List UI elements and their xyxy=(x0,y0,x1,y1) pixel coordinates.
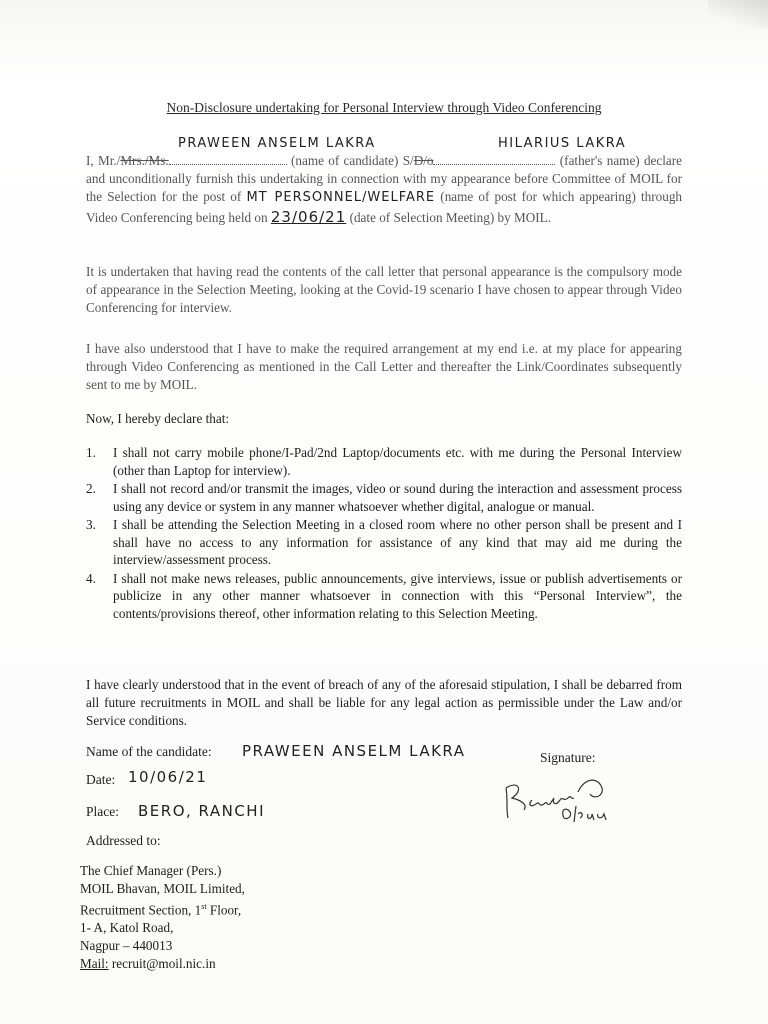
list-item: 1. I shall not carry mobile phone/I-Pad/2nd Laptop/documents etc. with me during the Personal Interview (other than Laptop for interview). xyxy=(86,445,682,478)
handwritten-candidate-name: PRAWEEN ANSELM LAKRA xyxy=(178,136,376,151)
addressed-to-label: Addressed to: xyxy=(86,833,161,848)
address-line: Recruitment Section, 1st Floor, xyxy=(80,902,242,918)
declaration-list xyxy=(86,444,682,623)
email-link[interactable]: recruit@moil.nic.in xyxy=(111,956,216,972)
address-line: Mail: recruit@moil.nic.in xyxy=(80,956,216,972)
address-line: The Chief Manager (Pers.) xyxy=(80,863,222,878)
paragraph-breach: I have clearly understood that in the event of breach of any of the aforesaid stipulation, I shall be debarred from all future recruitments in MOIL and shall be liable for any legal action as permissible under the Law and/or Service conditions. xyxy=(86,677,682,729)
address-line: Nagpur – 440013 xyxy=(80,938,173,954)
signature-image xyxy=(498,770,628,830)
paragraph-undertaking: It is undertaken that having read the contents of the call letter that personal appearance is the compulsory mode of appearance in the Selection Meeting, looking at the Covid-19 scenario I have chosen to appear through Video Conferencing for interview. xyxy=(86,264,682,316)
document-title: Non-Disclosure undertaking for Personal Interview through Video Conferencing xyxy=(166,100,602,115)
date-label: Date: xyxy=(86,772,116,787)
address-line: MOIL Bhavan, MOIL Limited, xyxy=(80,881,245,896)
candidate-name-label: Name of the candidate: xyxy=(86,744,212,759)
scan-shadow xyxy=(708,0,768,30)
handwritten-post: MT PERSONNEL/WELFARE xyxy=(246,190,436,206)
handwritten-father-name: HILARIUS LAKRA xyxy=(498,136,627,151)
declare-heading: Now, I hereby declare that: xyxy=(86,411,230,426)
paragraph-arrangement: I have also understood that I have to make the required arrangement at my end i.e. at my place for appearing through Video Conferencing as mentioned in the Call Letter and thereafter the Link/Coordinates subsequently sent to me by MOIL. xyxy=(86,341,682,393)
place-label: Place: xyxy=(86,804,119,819)
address-block xyxy=(80,862,245,973)
handwritten-meeting-date: 23/06/21 xyxy=(270,207,347,226)
signature-label: Signature: xyxy=(540,750,596,765)
handwritten-name: PRAWEEN ANSELM LAKRA xyxy=(242,742,466,760)
address-line: 1- A, Katol Road, xyxy=(80,920,174,936)
list-item: 3. I shall be attending the Selection Meeting in a closed room where no other person shall be present and I shall have no access to any information for assistance of any kind that may aid me during the interview/assessment process. xyxy=(86,517,682,567)
handwritten-date: 10/06/21 xyxy=(128,768,208,786)
list-item: 4. I shall not make news releases, public announcements, give interviews, issue or publish advertisements or publicize in any other manner whatsoever in connection with this “Personal Interview”, the contents/provisions thereof, other information relating to this Selection Meeting. xyxy=(86,570,682,621)
handwritten-place: BERO, RANCHI xyxy=(138,802,266,820)
list-item: 2. I shall not record and/or transmit the images, video or sound during the interaction and assessment process using any device or system in any manner whatsoever whether digital, analogue or manual. xyxy=(86,481,682,514)
paragraph-intro: I, Mr./Mrs./Ms. (name of candidate) S/D/o (father's name) declare and unconditionally furnish this undertaking in connection with my appearance before Committee of MOIL for the Selection for the post of MT PERSONNEL/WELFARE (name of post for which appearing) through Video Conferencing being held on 23/06/21 (date of Selection Meeting) by MOIL. xyxy=(86,153,683,226)
